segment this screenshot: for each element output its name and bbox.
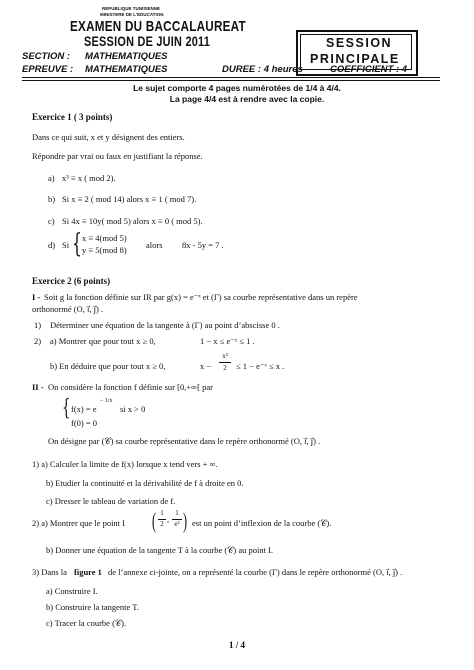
part-I-q2a-inequality: 1 − x ≤ e⁻ˣ ≤ 1 . (200, 336, 255, 346)
q1a: 1) a) Calculer la limite de f(x) lorsque x tend vers + ∞. (32, 459, 218, 469)
q3-figure-ref: figure 1 (74, 567, 102, 577)
q3a: a) Construire I. (46, 586, 98, 596)
epreuve-value: MATHEMATIQUES (85, 64, 168, 75)
q2a-paren-close: ) (183, 508, 188, 533)
q2a-frac2-num: 1 (175, 509, 179, 517)
q3-prefix: 3) Dans la (32, 567, 67, 577)
q3c: c) Tracer la courbe (𝒞). (46, 618, 127, 628)
ex1-d-alors: alors (146, 240, 163, 250)
part-II-system-brace: { (62, 396, 71, 421)
epreuve-label: EPREUVE : (22, 64, 74, 75)
ex1-c-label: c) (48, 216, 55, 226)
ex1-b-label: b) (48, 194, 56, 204)
ex1-d-conclusion: 8x - 5y = 7 . (182, 240, 224, 250)
part-II-line1: On considère la fonction f définie sur [0,+∞[ par (48, 382, 213, 392)
exercise2-title: Exercice 2 (6 points) (32, 276, 111, 286)
notice-line1: Le sujet comporte 4 pages numérotées de 1/4 à 4/4. (133, 83, 341, 93)
page-number: 1 / 4 (228, 640, 245, 650)
ministry-line: MINISTERE DE L'EDUCATION (100, 12, 164, 17)
exercise1-title: Exercice 1 ( 3 points) (32, 112, 113, 122)
republic-line: REPUBLIQUE TUNISIENNE (102, 6, 161, 11)
notice-line2: La page 4/4 est à rendre avec la copie. (169, 94, 325, 104)
part-I-q2b-ineq-right: ≤ 1 − e⁻ˣ ≤ x . (236, 361, 285, 371)
q2a-frac2-den: e² (174, 520, 180, 528)
q3-suffix: de l’annexe ci-jointe, on a représenté la courbe (Γ) dans le repère orthonormé (O, i⃗, j⃗) . (108, 567, 403, 577)
q2b: b) Donner une équation de la tangente T à la courbe (𝒞) au point I. (46, 545, 274, 555)
q2a-frac1-den: 2 (160, 520, 164, 528)
part-I-q2-number: 2) (34, 336, 42, 346)
part-I-line2: orthonormé (O, i⃗, j⃗) . (32, 304, 104, 314)
part-I-q2b-ineq-left: x − (200, 361, 212, 371)
ex1-d-system-eq1: x ≡ 4(mod 5) (82, 233, 127, 243)
part-I-q2a: a) Montrer que pour tout x ≥ 0, (50, 336, 156, 346)
part-II-system-exponent: − 1/x (100, 398, 113, 404)
session-box-line1: SESSION (326, 36, 393, 50)
q2a-paren-open: ( (152, 508, 157, 533)
part-I-q2b-frac-bar (219, 362, 231, 363)
part-II-system-eq1: f(x) = e (71, 404, 97, 414)
exam-title: EXAMEN DU BACCALAUREAT (70, 18, 246, 35)
ex1-c-statement: Si 4x ≡ 10y( mod 5) alors x ≡ 0 ( mod 5). (62, 216, 203, 226)
section-label: SECTION : (22, 51, 71, 62)
part-I-line1: Soit g la fonction définie sur IR par g(x) = e⁻ˣ et (Γ) sa courbe représentative dans un repère (44, 292, 358, 302)
part-I-q1-number: 1) (34, 320, 42, 330)
exercise1-intro1: Dans ce qui suit, x et y désignent des entiers. (32, 132, 185, 142)
part-II-line2: On désigne par (𝒞) sa courbe représentative dans le repère orthonormé (O, i⃗, j⃗) . (48, 436, 321, 446)
q2a-comma: , (167, 514, 170, 524)
part-I-number: I - (32, 292, 41, 302)
ex1-b-statement: Si x ≡ 2 ( mod 14) alors x ≡ 1 ( mod 7). (62, 194, 197, 204)
ex1-d-system-eq2: y ≡ 5(mod 8) (82, 245, 127, 255)
q1c: c) Dresser le tableau de variation de f. (46, 496, 176, 506)
part-II-system-eq2: f(0) = 0 (71, 418, 98, 428)
part-I-q1: Déterminer une équation de la tangente à (Γ) au point d’abscisse 0 . (50, 320, 280, 330)
ex1-a-label: a) (48, 173, 55, 183)
coefficient: COEFFICIENT : 4 (330, 64, 408, 75)
section-value: MATHEMATIQUES (85, 51, 168, 62)
q2a-prefix: 2) a) Montrer que le point I (32, 518, 125, 528)
header-rule-2 (22, 80, 440, 81)
part-II-number: II - (32, 382, 44, 392)
part-I-q2b-frac-num: x² (222, 352, 228, 360)
header-rule-1 (22, 77, 440, 78)
q3b: b) Construire la tangente T. (46, 602, 139, 612)
ex1-d-brace: { (72, 229, 82, 259)
part-I-q2b: b) En déduire que pour tout x ≥ 0, (50, 361, 166, 371)
part-I-q2b-frac-den: 2 (223, 364, 227, 372)
session-date: SESSION DE JUIN 2011 (84, 33, 211, 49)
duration: DUREE : 4 heures (222, 64, 303, 75)
exercise1-intro2: Répondre par vrai ou faux en justifiant la réponse. (32, 151, 203, 161)
ex1-d-label: d) (48, 240, 56, 250)
ex1-d-si: Si (62, 240, 70, 250)
part-II-system-condition: si x > 0 (120, 404, 146, 414)
ex1-a-statement: x³ ≡ x ( mod 2). (62, 173, 116, 183)
session-box-line2: PRINCIPALE (310, 52, 400, 66)
q1b: b) Etudier la continuité et la dérivabilité de f à droite en 0. (46, 478, 244, 488)
q2a-suffix: est un point d’inflexion de la courbe (𝒞). (192, 518, 332, 528)
q2a-frac1-num: 1 (160, 509, 164, 517)
